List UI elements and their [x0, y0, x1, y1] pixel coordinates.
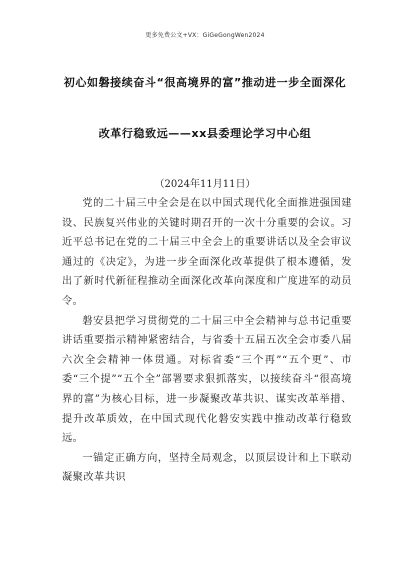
header-note: 更多免费公文+VX：GiGeGongWen2024 — [145, 32, 265, 39]
document-date: （2024年11月11日） — [154, 179, 256, 190]
body-paragraph-1: 党的二十届三中全会是在以中国式现代化全面推进强国建设、民族复兴伟业的关键时期召开的一次十分重要的会议。习近平总书记在党的二十届三中全会上的重要讲话以及全会审议通过的《决定》，为进一步全面深化改革提供了根本遵循，发出了新时代新征程推动全面深化改革向深度和广度进军的动员令。 — [62, 198, 352, 307]
document-title-line-1: 初心如磐接续奋斗“很高境界的富”推动进一步全面深化 — [63, 76, 347, 89]
document-title-line-2: 改革行稳致远——xx县委理论学习中心组 — [98, 127, 312, 140]
body-paragraph-3: 一锚定正确方向，坚持全局观念，以顶层设计和上下联动凝聚改革共识 — [62, 452, 352, 484]
body-paragraph-2: 磐安县把学习贯彻党的二十届三中全会精神与总书记重要讲话重要指示精神紧密结合，与省委十五届五次全会市委八届六次全会精神一体贯通。对标省委“三个再”“五个更”、市委“三个提”“五个全”部署要求狠抓落实，以接续奋斗“很高境界的富”为核心目标，进一步凝聚改革共识、谋实改革举措、提升改革质效，在中国式现代化磐安实践中推动改革行稳致远。 — [62, 315, 352, 445]
document-body — [62, 194, 352, 488]
